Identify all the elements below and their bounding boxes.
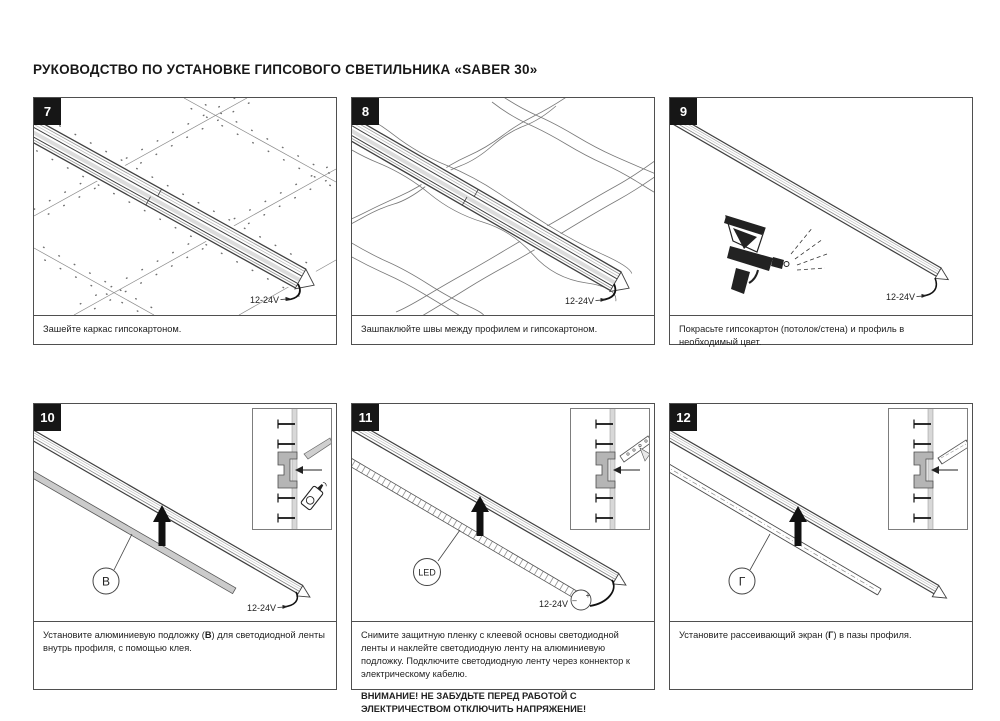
page-title: РУКОВОДСТВО ПО УСТАНОВКЕ ГИПСОВОГО СВЕТИЛЬНИКА «SABER 30» bbox=[33, 62, 538, 78]
power-cable bbox=[590, 580, 614, 606]
puttied-profile bbox=[352, 100, 642, 311]
part-label-led bbox=[414, 530, 461, 586]
illustration-step-7 bbox=[34, 98, 336, 316]
caption-bold: Г bbox=[828, 630, 834, 640]
caption-text: Снимите защитную пленку с клеевой основы светодиодной ленты и наклейте светодиодную ленту на алюминиевую подложку. Подключите светодиодную ленту через коннектор к электрическому кабелю. bbox=[361, 630, 630, 680]
panel-row-2 bbox=[33, 403, 973, 715]
voltage-text: 12-24V bbox=[246, 603, 276, 613]
illustration-step-9 bbox=[670, 98, 972, 316]
panel-9 bbox=[669, 97, 973, 348]
led-text: LED bbox=[418, 567, 436, 578]
connector-circle bbox=[571, 590, 591, 610]
caption-step-10 bbox=[34, 622, 336, 660]
voltage-label bbox=[247, 603, 288, 613]
part-label-g bbox=[729, 534, 770, 594]
caption-post: ) в пазы профиля. bbox=[833, 630, 912, 640]
spray-lines bbox=[791, 227, 827, 270]
step-number-badge: 10 bbox=[34, 404, 61, 431]
caption-text: Зашпаклюйте швы между профилем и гипсокартоном. bbox=[361, 324, 598, 334]
panel-7 bbox=[33, 97, 337, 345]
caption-text bbox=[679, 629, 963, 642]
part-label-b bbox=[93, 534, 132, 594]
part-b-text: В bbox=[101, 574, 111, 589]
power-cable bbox=[922, 278, 936, 296]
panel-10 bbox=[33, 403, 337, 690]
caption-text: Зашейте каркас гипсокартоном. bbox=[43, 324, 182, 334]
painted-profile bbox=[670, 103, 954, 286]
step-number-badge: 11 bbox=[352, 404, 379, 431]
voltage-label bbox=[250, 295, 291, 305]
panel-8 bbox=[351, 97, 655, 345]
spray-gun-icon bbox=[724, 216, 827, 294]
part-g-text: Г bbox=[738, 574, 746, 589]
illustration-step-12 bbox=[670, 404, 972, 622]
minus-text: – bbox=[572, 596, 577, 605]
illustration-step-10 bbox=[34, 404, 336, 622]
caption-post: ) для светодиодной ленты внутрь профиля, с помощью клея. bbox=[43, 630, 325, 654]
voltage-text: 12-24V bbox=[538, 599, 568, 609]
panel-11 bbox=[351, 403, 655, 715]
illustration-step-11 bbox=[352, 404, 654, 622]
voltage-label bbox=[886, 292, 927, 302]
caption-step-12 bbox=[670, 622, 972, 647]
illustration-step-8 bbox=[352, 98, 654, 316]
caption-text: Покрасьте гипсокартон (потолок/стена) и профиль в необходимый цвет. bbox=[679, 324, 905, 348]
panel-row-1 bbox=[33, 97, 973, 348]
caption-bold: В bbox=[204, 630, 212, 640]
step-number-badge: 7 bbox=[34, 98, 61, 125]
caption-step-11 bbox=[352, 622, 654, 721]
voltage-text: 12-24V bbox=[885, 292, 915, 302]
panel-12 bbox=[669, 403, 973, 690]
caption-pre: Установите рассеивающий экран ( bbox=[679, 630, 829, 640]
warning-text: ВНИМАНИЕ! НЕ ЗАБУДЬТЕ ПЕРЕД РАБОТОЙ С ЭЛЕКТРИЧЕСТВОМ ОТКЛЮЧИТЬ НАПРЯЖЕНИЕ! bbox=[361, 691, 587, 715]
caption-step-7 bbox=[34, 316, 336, 341]
diffuser-screen bbox=[670, 457, 884, 597]
voltage-text: 12-24V bbox=[249, 295, 279, 305]
step-number-badge: 9 bbox=[670, 98, 697, 125]
step-number-badge: 8 bbox=[352, 98, 379, 125]
caption-step-9 bbox=[670, 316, 972, 354]
caption-pre: Установите алюминиевую подложку ( bbox=[43, 630, 205, 640]
step-number-badge: 12 bbox=[670, 404, 697, 431]
caption-text bbox=[43, 629, 327, 655]
voltage-text: 12-24V bbox=[564, 296, 594, 306]
plus-text: + bbox=[585, 591, 591, 600]
led-strip bbox=[352, 451, 583, 601]
caption-step-8 bbox=[352, 316, 654, 341]
voltage-label bbox=[565, 296, 606, 306]
